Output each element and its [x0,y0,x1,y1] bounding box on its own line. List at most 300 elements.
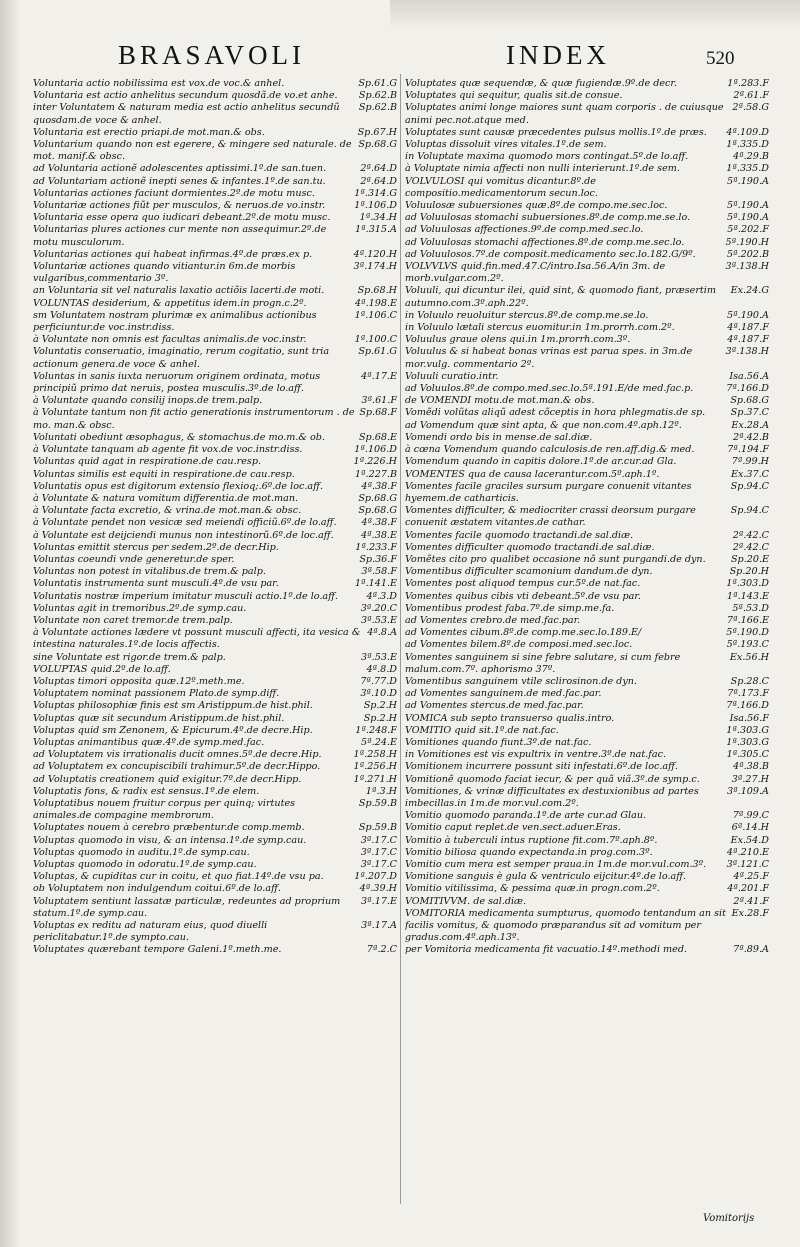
index-entry-text: à Voluntate non omnis est facultas animalis.de voc.instr. [33,334,307,346]
index-entry [405,676,769,688]
index-entry-reference: 2ª.42.B [732,431,769,443]
index-entry-reference: 4ª.38.B [732,761,769,773]
index-entry-text: Voluptatibus nouem fruitur corpus per quinq; virtutes animales.de compagine membrorum. [33,797,296,822]
index-entry-reference: 3ª.10.D [360,688,397,700]
index-entry [33,371,397,395]
index-entry-reference: 1ª.258.H [353,749,397,761]
index-entry-text: sine Voluntate est rigor.de trem.& palp. [33,651,226,663]
index-entry-text: Vomentes difficulter quomodo tractandi.de sal.diæ. [405,541,655,553]
index-entry-reference: 7ª.166.D [726,383,769,395]
index-entry [405,542,769,554]
index-entry-text: ad Voluulosas stomachi subuersiones.8º.de comp.me.se.lo. [405,212,691,224]
index-entry-text: Voluptas, & cupiditas cur in coitu, et quo fiat.14º.de vsu pa. [33,871,324,883]
index-entry-text: ad Voluntaria actionẽ adolescentes aptissimi.1º.de san.tuen. [33,163,327,175]
index-entry-text: Vomentes difficulter, & mediocriter crassi deorsum purgare conuenit æstatem vitantes.de cathar. [405,505,696,529]
index-entry [405,883,769,895]
index-entry-reference: 4ª.198.E [354,297,397,309]
index-entry [33,163,397,175]
index-entry [33,591,397,603]
index-entry-text: in Voluptate maxima quomodo mors contingat.5º.de lo.aff. [405,151,689,163]
index-entry [33,786,397,798]
column-divider [400,74,401,1204]
index-entry-text: VOLVULOSI qui vomitus dicantur.8º.de compositio.medicamentorum secun.loc. [405,175,598,199]
index-entry-reference: 3ª.61.F [361,395,397,407]
index-entry-reference: 5ª.53.D [732,602,769,614]
index-entry-reference: 1ª.106.C [354,309,397,321]
index-entry-text: ad Vomendum quæ sint apta, & que non.com.4º.aph.12º. [405,419,682,431]
index-entry-reference: 1ª.283.F [727,78,769,89]
index-entry-text: VOLUPTAS quid.2º.de lo.aff. [33,663,171,675]
index-entry [33,334,397,346]
index-entry-text: Voluntariæ actiones fiũt per musculos, & neruos.de vo.instr. [33,200,326,212]
index-entry-text: Voluptas philosophiæ finis est sm Aristippum.de hist.phil. [33,700,313,712]
index-entry-reference: 3ª.17.C [360,846,397,858]
index-entry-reference: 7ª.77.D [360,675,397,687]
index-entry [405,713,769,725]
index-entry [405,835,769,847]
index-entry [405,786,769,810]
index-entry-text: Vomendum quando in capitis dolore.1º.de ar.cur.ad Gla. [405,456,677,468]
index-entry-reference: Sp.68.E [358,431,397,443]
index-entry-text: Voluptas quomodo in odoratu.1º.de symp.cau. [33,859,257,870]
index-entry [405,627,769,639]
index-entry-text: Voluntarias actiones qui habeat infirmas.4º.de præs.ex p. [33,248,313,260]
index-entry-reference: 1ª.335.D [726,163,769,175]
index-entry-text: Voluntarias actiones faciunt dormientes.2º.de motu musc. [33,187,315,199]
index-entry [33,90,397,102]
index-entry [33,432,397,444]
index-entry [33,713,397,725]
index-entry [33,566,397,578]
index-entry [405,530,769,542]
index-entry-text: à Voluntate pendet non vesicæ sed meiendi officiũ.6º.de lo.aff. [33,517,337,529]
index-entry [33,774,397,786]
index-entry-text: à Voluptate nimia affecti non nulli interierunt.1º.de sem. [405,163,680,175]
index-entry [33,664,397,676]
index-entry-text: Voluptas quid sm Zenonem, & Epicurum.4º.de decre.Hip. [33,724,313,736]
index-entry [405,334,769,346]
index-entry-reference: 3ª.109.A [726,785,769,797]
index-entry [405,200,769,212]
index-entry-text: Voluntatis instrumenta sunt musculi.4º.de vsu par. [33,578,279,590]
index-entry [405,139,769,151]
index-entry-reference: 7ª.166.E [726,614,769,626]
index-entry-reference: 1ª.207.D [354,871,397,883]
index-entry-text: Voluntas quid agat in respiratione.de cau.resp. [33,456,262,468]
index-entry [405,578,769,590]
index-entry-reference: 1ª.233.F [355,541,397,553]
index-entry-reference: 3ª.58.F [361,566,397,578]
index-entry-text: ad Vomentes cibum.8º.de comp.me.sec.lo.189.E/ [405,627,642,639]
index-entry [33,249,397,261]
index-entry-text: Voluptas animantibus quæ.4º.de symp.med.fac. [33,736,265,748]
index-entry [33,481,397,493]
index-entry-text: ad Vomentes sanguinem.de med.fac.par. [405,688,602,700]
index-entry-text: VOMITIO quid sit.1º.de nat.fac. [405,724,559,736]
index-entry-reference: Sp.2.H [363,712,397,724]
index-entry [405,652,769,676]
index-entry [33,102,397,126]
index-entry-text: Vomitio caput replet.de ven.sect.aduer.Eras. [405,822,621,834]
index-entry-reference: Ex.54.D [730,834,769,846]
index-entry-text: à Voluntate actiones lædere vt possunt musculi affecti, ita vesica & intestina naturales.1º.de locis affectis. [33,627,361,651]
index-entry-reference: 5ª.190.D [726,627,769,639]
index-entry-reference: 1ª.248.F [355,724,397,736]
index-entry-text: Vomendi ordo bis in mense.de sal.diæ. [405,431,593,443]
index-entry-reference: Ex.28.F [731,907,769,919]
index-entry [33,139,397,163]
index-entry-text: inter Voluntatem & naturam media est actio anhelitus secundũ quosdam.de voce & anhel. [33,102,340,126]
index-entry [405,346,769,370]
index-entry [405,944,769,956]
index-entry [33,200,397,212]
index-entry-reference: 1ª.303.G [726,724,769,736]
index-entry [405,310,769,322]
index-entry-text: Voluptas dissoluit vires vitales.1º.de sem. [405,139,607,151]
index-entry-text: Voluntarias plures actiones cur mente non assequimur.2º.de motu musculorum. [33,224,327,248]
index-entry [405,444,769,456]
index-entry-reference: 1ª.315.A [354,224,397,236]
index-entry [33,505,397,517]
index-entry-text: ad Voluulosas affectiones.9º.de comp.med.sec.lo. [405,224,644,236]
index-entry-reference: Sp.67.H [357,126,397,138]
index-entry-reference: 2ª.41.F [733,895,769,907]
index-entry-text: Voluntariæ actiones quando vitiantur.in 6m.de morbis vulgaribus,commentario 3º. [33,261,296,285]
index-entry-reference: 1ª.227.B [354,468,397,480]
index-entry [405,566,769,578]
index-entry-text: Vomentibus sanguinem vtile sclirosinon.de dyn. [405,675,637,687]
index-entry-text: Vomentibus difficulter scamonium dandum.de dyn. [405,566,653,578]
index-entry [33,688,397,700]
index-entry [405,810,769,822]
index-entry-text: Voluptates animi longe maiores sunt quam corporis . de cuiusque animi pec.not.atque med. [405,102,724,126]
index-entry-reference: 7ª.194.F [727,444,769,456]
index-entry [33,261,397,285]
index-entry-reference: 7ª.2.C [366,944,397,956]
index-entry-reference: 1ª.271.H [353,773,397,785]
index-entry-reference: 1ª.106.D [354,200,397,212]
index-entry-reference: Sp.61.G [358,346,397,358]
index-entry-text: Voluptates quærebant tempore Galeni.1º.meth.me. [33,944,282,956]
index-entry [405,249,769,261]
index-entry [405,725,769,737]
index-entry-text: Voluuli, qui dicuntur ilei, quid sint, & quomodo fiant, præsertim autumno.com.3º.aph.22º. [405,285,716,309]
index-entry-reference: 3ª.53.E [361,614,397,626]
index-entry [405,127,769,139]
index-entry-text: ad Vomentes crebro.de med.fac.par. [405,614,581,626]
index-entry-reference: Sp.68.G [358,505,397,517]
index-entry-text: de VOMENDI motu.de mot.man.& obs. [405,395,595,407]
index-entry-text: Vomentes post aliquod tempus cur.5º.de nat.fac. [405,578,641,590]
index-entry-text: Voluuli curatio.intr. [405,370,499,382]
index-entry [405,639,769,651]
index-entry [33,212,397,224]
index-entry [33,725,397,737]
index-entry-reference: Sp.94.C [730,505,769,517]
index-entry-text: VOMITIVVM. de sal.diæ. [405,895,527,907]
index-entry [33,346,397,370]
index-entry-text: ad Voluptatis creationem quid exigitur.7º.de decr.Hipp. [33,773,302,785]
index-entry-text: Vomentes facile quomodo tractandi.de sal.diæ. [405,529,634,541]
index-entry-text: à Voluntate tanquam ab agente fit vox.de voc.instr.diss. [33,444,303,456]
index-entry-text: à Voluntate facta excretio, & vrina.de mot.man.& obsc. [33,505,302,517]
index-entry [33,749,397,761]
index-entry-text: Vomitio biliosa quando expectanda.in prog.com.3º. [405,846,653,858]
index-entry [33,310,397,334]
index-entry-reference: Ex.56.H [729,651,769,663]
index-entry-reference: Sp.59.B [358,822,397,834]
index-entry-text: Vomitiones quando fiunt.3º.de nat.fac. [405,736,592,748]
index-entry [33,603,397,615]
index-entry [33,822,397,834]
index-entry-reference: 7ª.173.F [727,688,769,700]
index-entry-reference: 5ª.190.H [725,236,769,248]
index-entry-text: Vomitio quomodo paranda.1º.de arte cur.ad Glau. [405,810,647,822]
index-entry [33,835,397,847]
index-entry-text: Voluulus graue olens qui.in 1m.prorrh.com.3º. [405,334,631,346]
index-entry-text: Vomitio vitilissima, & pessima quæ.in progn.com.2º. [405,883,660,895]
index-entry-reference: Sp.36.F [359,553,397,565]
index-entry-reference: 1ª.34.H [359,212,397,224]
index-entry-text: VOMITORIA medicamenta sumpturus, quomodo tentandum an sit facilis vomitus, & quomodo præparandus sit ad vomitum per gradus.com.4º.aph.13º. [405,907,726,944]
index-entry-text: Vomitionem incurrere possunt siti infestati.6º.de loc.aff. [405,761,678,773]
running-head-author: BRASAVOLI [118,40,306,70]
index-entry [405,102,769,126]
index-entry-reference: 4ª.187.F [727,334,769,346]
index-entry-reference: 5ª.193.C [726,639,769,651]
index-entry [405,847,769,859]
index-entry-reference: 5ª.24.E [361,736,397,748]
index-entry-text: Voluptates quæ sequendæ, & quæ fugiendæ.9º.de decr. [405,78,678,89]
index-entry-reference: 3ª.17.A [361,920,397,932]
index-entry-text: Voluntaria est erectio priapi.de mot.man.& obs. [33,126,265,138]
index-entry [405,212,769,224]
index-entry-reference: 7ª.99.C [732,810,769,822]
index-entry [33,737,397,749]
index-entry-text: ad Voluulosas stomachi affectiones.8º.de comp.me.sec.lo. [405,236,685,248]
index-entry-text: per Vomitoria medicamenta fit vacuatio.14º.methodi med. [405,944,688,956]
index-entry-text: Vomitiones, & vrinæ difficultates ex destuxionibus ad partes imbecillas.in 1m.de mor.vul.com.2º. [405,785,699,809]
index-entry-reference: 3ª.53.E [361,651,397,663]
index-entry [405,615,769,627]
index-entry-text: à Voluntate quando consilij inops.de trem.palp. [33,395,263,407]
index-entry-text: ob Voluptatem non indulgendum coitui.6º.de lo.aff. [33,883,281,895]
index-entry-text: Voluulus & si habeat bonas vrinas est parua spes. in 3m.de mor.vulg. commentario 2º. [405,346,693,370]
index-entry-text: Voluptatem sentiunt lassatæ particulæ, redeuntes ad proprium statum.1º.de symp.cau. [33,895,341,919]
index-entry [33,176,397,188]
index-entry-reference: 1ª.106.D [354,444,397,456]
index-entry-text: ad Voluptatem ex concupiscibili trahimur.5º.de decr.Hippo. [33,761,321,773]
index-entry-text: Voluptatem nominat passionem Plato.de symp.diff. [33,688,280,700]
index-entry-text: Vomitione sanguis è gula & ventriculo eijcitur.4º.de lo.aff. [405,871,687,883]
index-entry-reference: 1ª.226.H [353,456,397,468]
index-entry [405,322,769,334]
index-entry-reference: 4ª.38.E [361,529,397,541]
index-entry-reference: 1ª.335.D [726,139,769,151]
index-entry-reference: Sp.62.B [358,102,397,114]
index-entry [33,920,397,944]
index-entry [33,896,397,920]
index-entry-reference: 2ª.64.D [360,163,397,175]
index-entry [33,444,397,456]
index-column-left [33,78,397,1208]
index-entry [33,700,397,712]
index-entry-reference: 5ª.190.A [726,200,769,212]
index-entry-reference: 1ª.314.G [354,187,397,199]
index-entry-reference: 5ª.190.A [726,309,769,321]
index-entry-text: Voluntate non caret tremor.de trem.palp. [33,614,233,626]
index-entry-text: Vomentes facile graciles sursum purgare conuenit vitantes hyemem.de catharticis. [405,480,692,504]
index-entry-text: Voluntas coeundi vnde generetur.de sper. [33,553,235,565]
index-entry [405,603,769,615]
index-entry-reference: 3ª.20.C [360,602,397,614]
index-entry [33,761,397,773]
index-entry-reference: 1ª.256.H [353,761,397,773]
index-entry-text: Voluntas similis est equiti in respiratione.de cau.resp. [33,468,295,480]
index-entry-text: Voluulosæ subuersiones quæ.8º.de compo.me.sec.loc. [405,200,668,212]
index-entry-text: ad Voluulos.8º.de compo.med.sec.lo.5ª.191.E/de med.fac.p. [405,383,694,395]
index-entry-reference: 1ª.143.E [726,590,769,602]
index-entry-text: ad Vomentes bilem.8º.de composi.med.sec.loc. [405,639,633,651]
index-entry-text: sm Voluntatem nostram plurimæ ex animalibus actionibus perficiuntur.de voc.instr.diss. [33,309,317,334]
index-entry [405,505,769,529]
index-entry [405,469,769,481]
index-entry-reference: 3ª.174.H [353,261,397,273]
index-entry [33,859,397,871]
index-entry [33,188,397,200]
index-entry [405,285,769,309]
index-entry [405,371,769,383]
index-entry-text: Vomentes quibus cibis vti debeant.5º.de vsu par. [405,590,641,602]
index-entry-reference: Sp.61.G [358,78,397,89]
facing-page-shadow [390,0,800,30]
index-entry [405,700,769,712]
index-entry [405,383,769,395]
index-entry [405,407,769,419]
index-entry [33,615,397,627]
index-entry [33,78,397,90]
index-entry-text: Voluptates nouem à cerebro præbentur.de comp.memb. [33,822,305,834]
index-entry [405,456,769,468]
index-entry-reference: 4ª.8.A [367,627,397,639]
index-entry-reference: Isa.56.A [729,370,769,382]
index-entry [405,822,769,834]
index-entry [405,737,769,749]
index-entry [33,517,397,529]
index-entry-reference: 4ª.38.F [361,480,397,492]
index-entry-text: Voluntati obediunt æsophagus, & stomachus.de mo.m.& ob. [33,431,325,443]
index-entry-reference: 4ª.29.B [732,151,769,163]
index-entry-reference: 2ª.61.F [733,90,769,102]
index-entry-reference: 6ª.14.H [731,822,769,834]
index-entry [405,432,769,444]
index-entry-text: Voluntarium quando non est egerere, & mingere sed naturale. de mot. manif.& obsc. [33,139,352,163]
index-entry-text: à Voluntate est deijciendi munus non intestinorũ.6º.de loc.aff. [33,529,334,541]
index-entry-text: VOMENTES qua de causa lacerantur.com.5º.aph.1º. [405,468,660,480]
index-entry-reference: 3ª.138.H [725,261,769,273]
index-entry-reference: 4ª.38.F [361,517,397,529]
index-entry-reference: 2ª.42.C [732,541,769,553]
index-entry [33,456,397,468]
index-entry-text: Voluptas quæ sit secundum Aristippum.de hist.phil. [33,712,285,724]
index-entry [405,591,769,603]
index-entry-reference: 4ª.39.H [359,883,397,895]
index-entry-text: in Vomitiones est vis expultrix in ventre.3º.de nat.fac. [405,749,666,761]
index-entry-reference: Ex.24.G [730,285,769,297]
index-entry-reference: 3ª.121.C [726,859,769,870]
index-entry [405,163,769,175]
index-entry-reference: 5ª.190.A [726,212,769,224]
index-entry-text: à cœna Vomendum quando calculosis.de ren.aff.dig.& med. [405,444,695,456]
index-entry [33,469,397,481]
index-entry [33,530,397,542]
index-entry-reference: 5ª.190.A [726,175,769,187]
index-entry-text: an Voluntaria sit vel naturalis laxatio actiõis lacerti.de moti. [33,285,325,297]
index-entry [405,688,769,700]
index-entry-reference: 1ª.3.H [365,785,397,797]
index-entry [405,859,769,871]
index-entry [33,395,397,407]
page-number: 520 [706,48,735,69]
index-entry-reference: Isa.56.F [729,712,769,724]
index-entry-text: Voluntaria esse opera quo iudicari debeant.2º.de motu musc. [33,212,331,224]
index-entry-text: Voluntatis opus est digitorum extensio flexioq;.6º.de loc.aff. [33,480,323,492]
index-entry-text: ad Voluulosos.7º.de composit.medicamento sec.lo.182.G/9º. [405,248,696,260]
index-entry-text: Voluntaria est actio anhelitus secundum quosdã.de vo.et anhe. [33,90,338,102]
index-entry-text: Voluptas quomodo in auditu.1º.de symp.cau. [33,846,250,858]
index-entry-reference: 4ª.120.H [353,248,397,260]
index-entry [405,749,769,761]
index-entry-reference: 4ª.187.F [727,322,769,334]
index-entry-text: ad Vomentes stercus.de med.fac.par. [405,700,584,712]
index-entry-text: VOLVVLVS quid.fin.med.47.C/intro.Isa.56.A/in 3m. de morb.vulgar.com.2º. [405,261,666,285]
index-entry-reference: 4ª.8.D [366,663,397,675]
index-entry-reference: Sp.37.C [730,407,769,419]
index-entry-reference: 4ª.210.E [726,846,769,858]
index-entry-reference: 1ª.141.E [354,578,397,590]
index-entry-reference: Ex.37.C [730,468,769,480]
index-entry [405,237,769,249]
index-entry-text: Vomitio à tuberculi intus ruptione fit.com.7º.aph.8º. [405,834,658,846]
index-entry [405,871,769,883]
index-entry-reference: 1ª.100.C [354,334,397,346]
index-entry-text: Vomẽtes cito pro qualibet occasione nõ sunt purgandi.de dyn. [405,553,706,565]
index-entry-reference: 3ª.17.C [360,859,397,870]
index-entry [33,493,397,505]
index-entry [33,627,397,651]
index-entry-reference: 7ª.166.D [726,700,769,712]
index-entry-reference: Sp.68.G [358,492,397,504]
binding-shadow [0,0,20,1247]
index-entry-reference: Sp.2.H [363,700,397,712]
index-entry [405,896,769,908]
index-entry-reference: Sp.68.G [358,139,397,151]
index-entry-text: Voluntatis nostræ imperium imitatur musculi actio.1º.de lo.aff. [33,590,338,602]
index-entry [33,127,397,139]
index-entry [33,798,397,822]
index-entry-reference: 5ª.202.B [726,248,769,260]
catchword: Vomitorijs [703,1213,755,1224]
index-entry-reference: 4ª.17.E [361,370,397,382]
index-entry [405,481,769,505]
index-entry-reference: 7ª.89.A [733,944,769,956]
index-entry [33,542,397,554]
index-entry-text: Voluntas agit in tremoribus.2º.de symp.cau. [33,602,247,614]
index-entry-text: à Voluntate tantum non fit actio generationis instrumentorum . de mo. man.& obsc. [33,407,355,431]
index-entry [33,554,397,566]
index-entry-text: Vomentes sanguinem si sine febre salutare, si cum febre malum.com.7º. aphorismo 37º. [405,651,681,675]
index-entry [33,676,397,688]
